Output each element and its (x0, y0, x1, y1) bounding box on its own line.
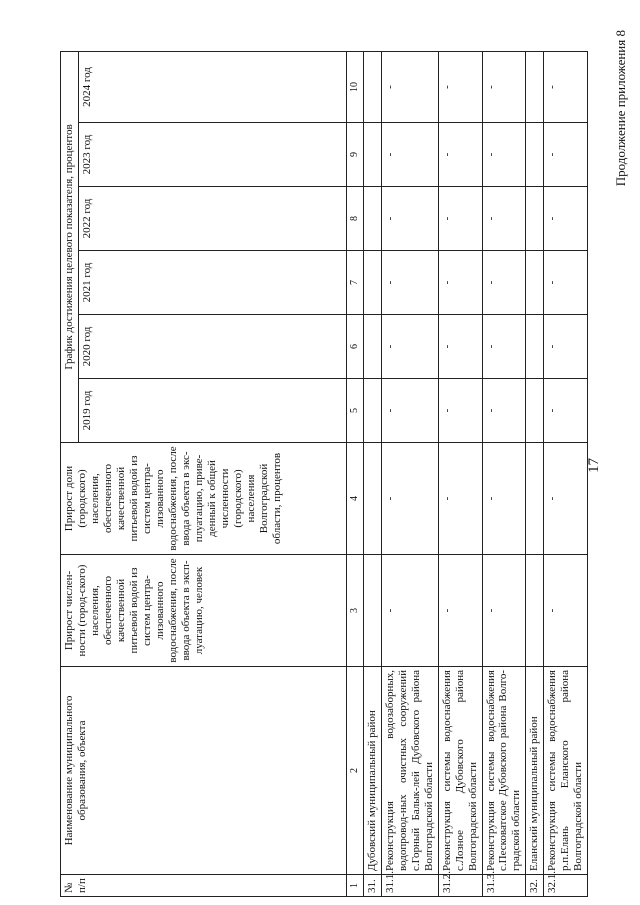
col-number: 6 (346, 315, 363, 379)
row-value (363, 251, 381, 315)
row-value: - (482, 51, 526, 122)
row-value: - (544, 315, 588, 379)
row-value: - (438, 379, 482, 443)
row-value: - (438, 443, 482, 555)
row-name: Реконструкция системы водоснабжения р.п.Елань Еланского района Волгоградской области (544, 667, 588, 875)
row-value: - (381, 315, 438, 379)
col-number: 4 (346, 443, 363, 555)
row-value: - (482, 315, 526, 379)
header-schedule: График достижения целевого показателя, процентов (61, 51, 79, 442)
header-num: № п/п (61, 875, 347, 897)
row-value: - (438, 51, 482, 122)
row-value: - (544, 443, 588, 555)
indicator-table (60, 51, 588, 897)
year-header: 2021 год (78, 251, 346, 315)
row-value: - (482, 251, 526, 315)
header-col4: Прирост доли (городского) населения, обеспеченного качественной питьевой водой из систем центра-лизованного водоснабжения, после ввода объекта в экс-плуатацию, приве-денный к общей численности (городского) населения Волгоградской области, процентов (61, 443, 347, 555)
col-number: 5 (346, 379, 363, 443)
row-value (526, 555, 544, 667)
row-value (363, 123, 381, 187)
row-value (526, 51, 544, 122)
table-row (363, 51, 381, 896)
header-name: Наименование муниципального образования, объекта (61, 667, 347, 875)
row-value: - (544, 51, 588, 122)
row-value: - (381, 379, 438, 443)
row-value: - (381, 443, 438, 555)
row-value: - (544, 187, 588, 251)
row-name: Дубовский муниципальный район (363, 667, 381, 875)
row-value: - (438, 251, 482, 315)
col-number: 2 (346, 667, 363, 875)
row-value (526, 315, 544, 379)
col-number: 9 (346, 123, 363, 187)
col-number: 1 (346, 875, 363, 897)
row-number: 31.1. (381, 875, 438, 897)
row-value: - (482, 123, 526, 187)
header-row-1 (61, 51, 79, 896)
year-header: 2023 год (78, 123, 346, 187)
row-value (363, 51, 381, 122)
row-value: - (438, 123, 482, 187)
row-value: - (381, 187, 438, 251)
row-value: - (482, 379, 526, 443)
row-value: - (438, 315, 482, 379)
table-row (544, 51, 588, 896)
row-value (363, 379, 381, 443)
row-number: 31. (363, 875, 381, 897)
row-value: - (544, 555, 588, 667)
row-value: - (544, 379, 588, 443)
row-value (526, 251, 544, 315)
table-body (363, 51, 588, 896)
row-value (526, 443, 544, 555)
year-header: 2024 год (78, 51, 346, 122)
col-number: 10 (346, 51, 363, 122)
row-name: Реконструкция водозаборных, водопровод-ных очистных сооружений с.Горный Балык-лей Дубовского района Волгоградской области (381, 667, 438, 875)
year-header: 2020 год (78, 315, 346, 379)
row-value: - (381, 51, 438, 122)
row-value (363, 187, 381, 251)
row-value: - (482, 187, 526, 251)
continuation-title: Продолжение приложения 8 (613, 30, 628, 187)
column-numbers-row (346, 51, 363, 896)
row-value: - (544, 251, 588, 315)
row-value: - (482, 443, 526, 555)
row-value (526, 187, 544, 251)
table-row (381, 51, 438, 896)
row-value (363, 555, 381, 667)
row-value: - (381, 555, 438, 667)
col-number: 7 (346, 251, 363, 315)
row-number: 31.2. (438, 875, 482, 897)
row-value: - (544, 123, 588, 187)
year-header: 2022 год (78, 187, 346, 251)
row-value: - (381, 251, 438, 315)
row-name: Реконструкция системы водоснабжения с.Песковатское Дубовского района Волго-градской области (482, 667, 526, 875)
row-value: - (381, 123, 438, 187)
row-value (363, 315, 381, 379)
row-value: - (482, 555, 526, 667)
table-row (438, 51, 482, 896)
row-value (526, 379, 544, 443)
row-name: Еланский муниципальный район (526, 667, 544, 875)
row-value: - (438, 187, 482, 251)
row-number: 31.3. (482, 875, 526, 897)
col-number: 8 (346, 187, 363, 251)
year-header: 2019 год (78, 379, 346, 443)
row-value: - (438, 555, 482, 667)
page-number: 17 (586, 458, 602, 473)
row-value (526, 123, 544, 187)
row-value (363, 443, 381, 555)
col-number: 3 (346, 555, 363, 667)
table-row (482, 51, 526, 896)
row-number: 32. (526, 875, 544, 897)
row-name: Реконструкция системы водоснабжения с.Лозное Дубовского района Волгоградской области (438, 667, 482, 875)
table-row (526, 51, 544, 896)
header-col3: Прирост числен-ности (город-ского) населения, обеспеченного качественной питьевой водой из систем центра-лизованного водоснабжения, после ввода объекта в эксп-луатацию, человек (61, 555, 347, 667)
row-number: 32.1. (544, 875, 588, 897)
